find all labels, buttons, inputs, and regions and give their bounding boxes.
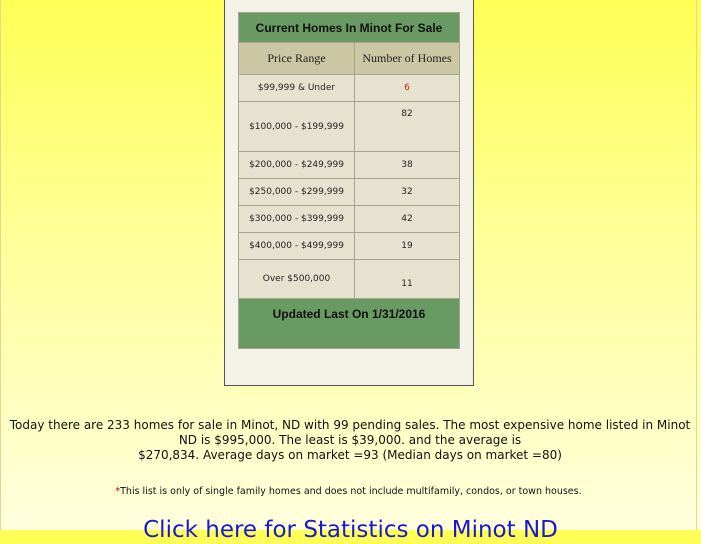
home-count-cell: 32 — [355, 179, 460, 206]
price-range-cell: $400,000 - $499,999 — [239, 233, 355, 260]
home-count-cell: 42 — [355, 206, 460, 233]
page-right-border — [696, 0, 697, 530]
summary-line-2: $270,834. Average days on market =93 (Median days on market =80) — [138, 448, 562, 462]
home-count-cell: 6 — [355, 75, 460, 102]
column-header-number-of-homes: Number of Homes — [355, 43, 460, 75]
summary-line-1: Today there are 233 homes for sale in Minot, ND with 99 pending sales. The most expensive home listed in Minot ND is $995,000. The least is $39,000. and the average is — [9, 418, 691, 447]
statistics-link[interactable]: Click here for Statistics on Minot ND — [143, 517, 558, 543]
price-range-cell: $200,000 - $249,999 — [239, 152, 355, 179]
page-left-border — [0, 0, 1, 530]
price-range-cell: $99,999 & Under — [239, 75, 355, 102]
footnote — [0, 486, 697, 497]
table-row — [239, 152, 460, 179]
table-title: Current Homes In Minot For Sale — [239, 13, 460, 43]
homes-for-sale-table — [238, 12, 460, 349]
table-row — [239, 179, 460, 206]
home-count-cell: 19 — [355, 233, 460, 260]
footnote-asterisk: * — [115, 486, 121, 497]
price-range-cell: $100,000 - $199,999 — [239, 102, 355, 152]
market-summary — [5, 418, 695, 463]
column-header-price-range: Price Range — [239, 43, 355, 75]
home-count-cell: 11 — [355, 260, 460, 299]
table-row — [239, 206, 460, 233]
table-row — [239, 75, 460, 102]
price-range-cell: Over $500,000 — [239, 260, 355, 299]
footnote-text: This list is only of single family homes and does not include multifamily, condos, or town houses. — [120, 486, 582, 497]
table-footer-updated: Updated Last On 1/31/2016 — [239, 299, 460, 349]
home-count-cell: 38 — [355, 152, 460, 179]
table-row — [239, 260, 460, 299]
price-range-cell: $250,000 - $299,999 — [239, 179, 355, 206]
home-count-cell: 82 — [355, 102, 460, 152]
table-row — [239, 233, 460, 260]
table-row — [239, 102, 460, 152]
price-range-cell: $300,000 - $399,999 — [239, 206, 355, 233]
